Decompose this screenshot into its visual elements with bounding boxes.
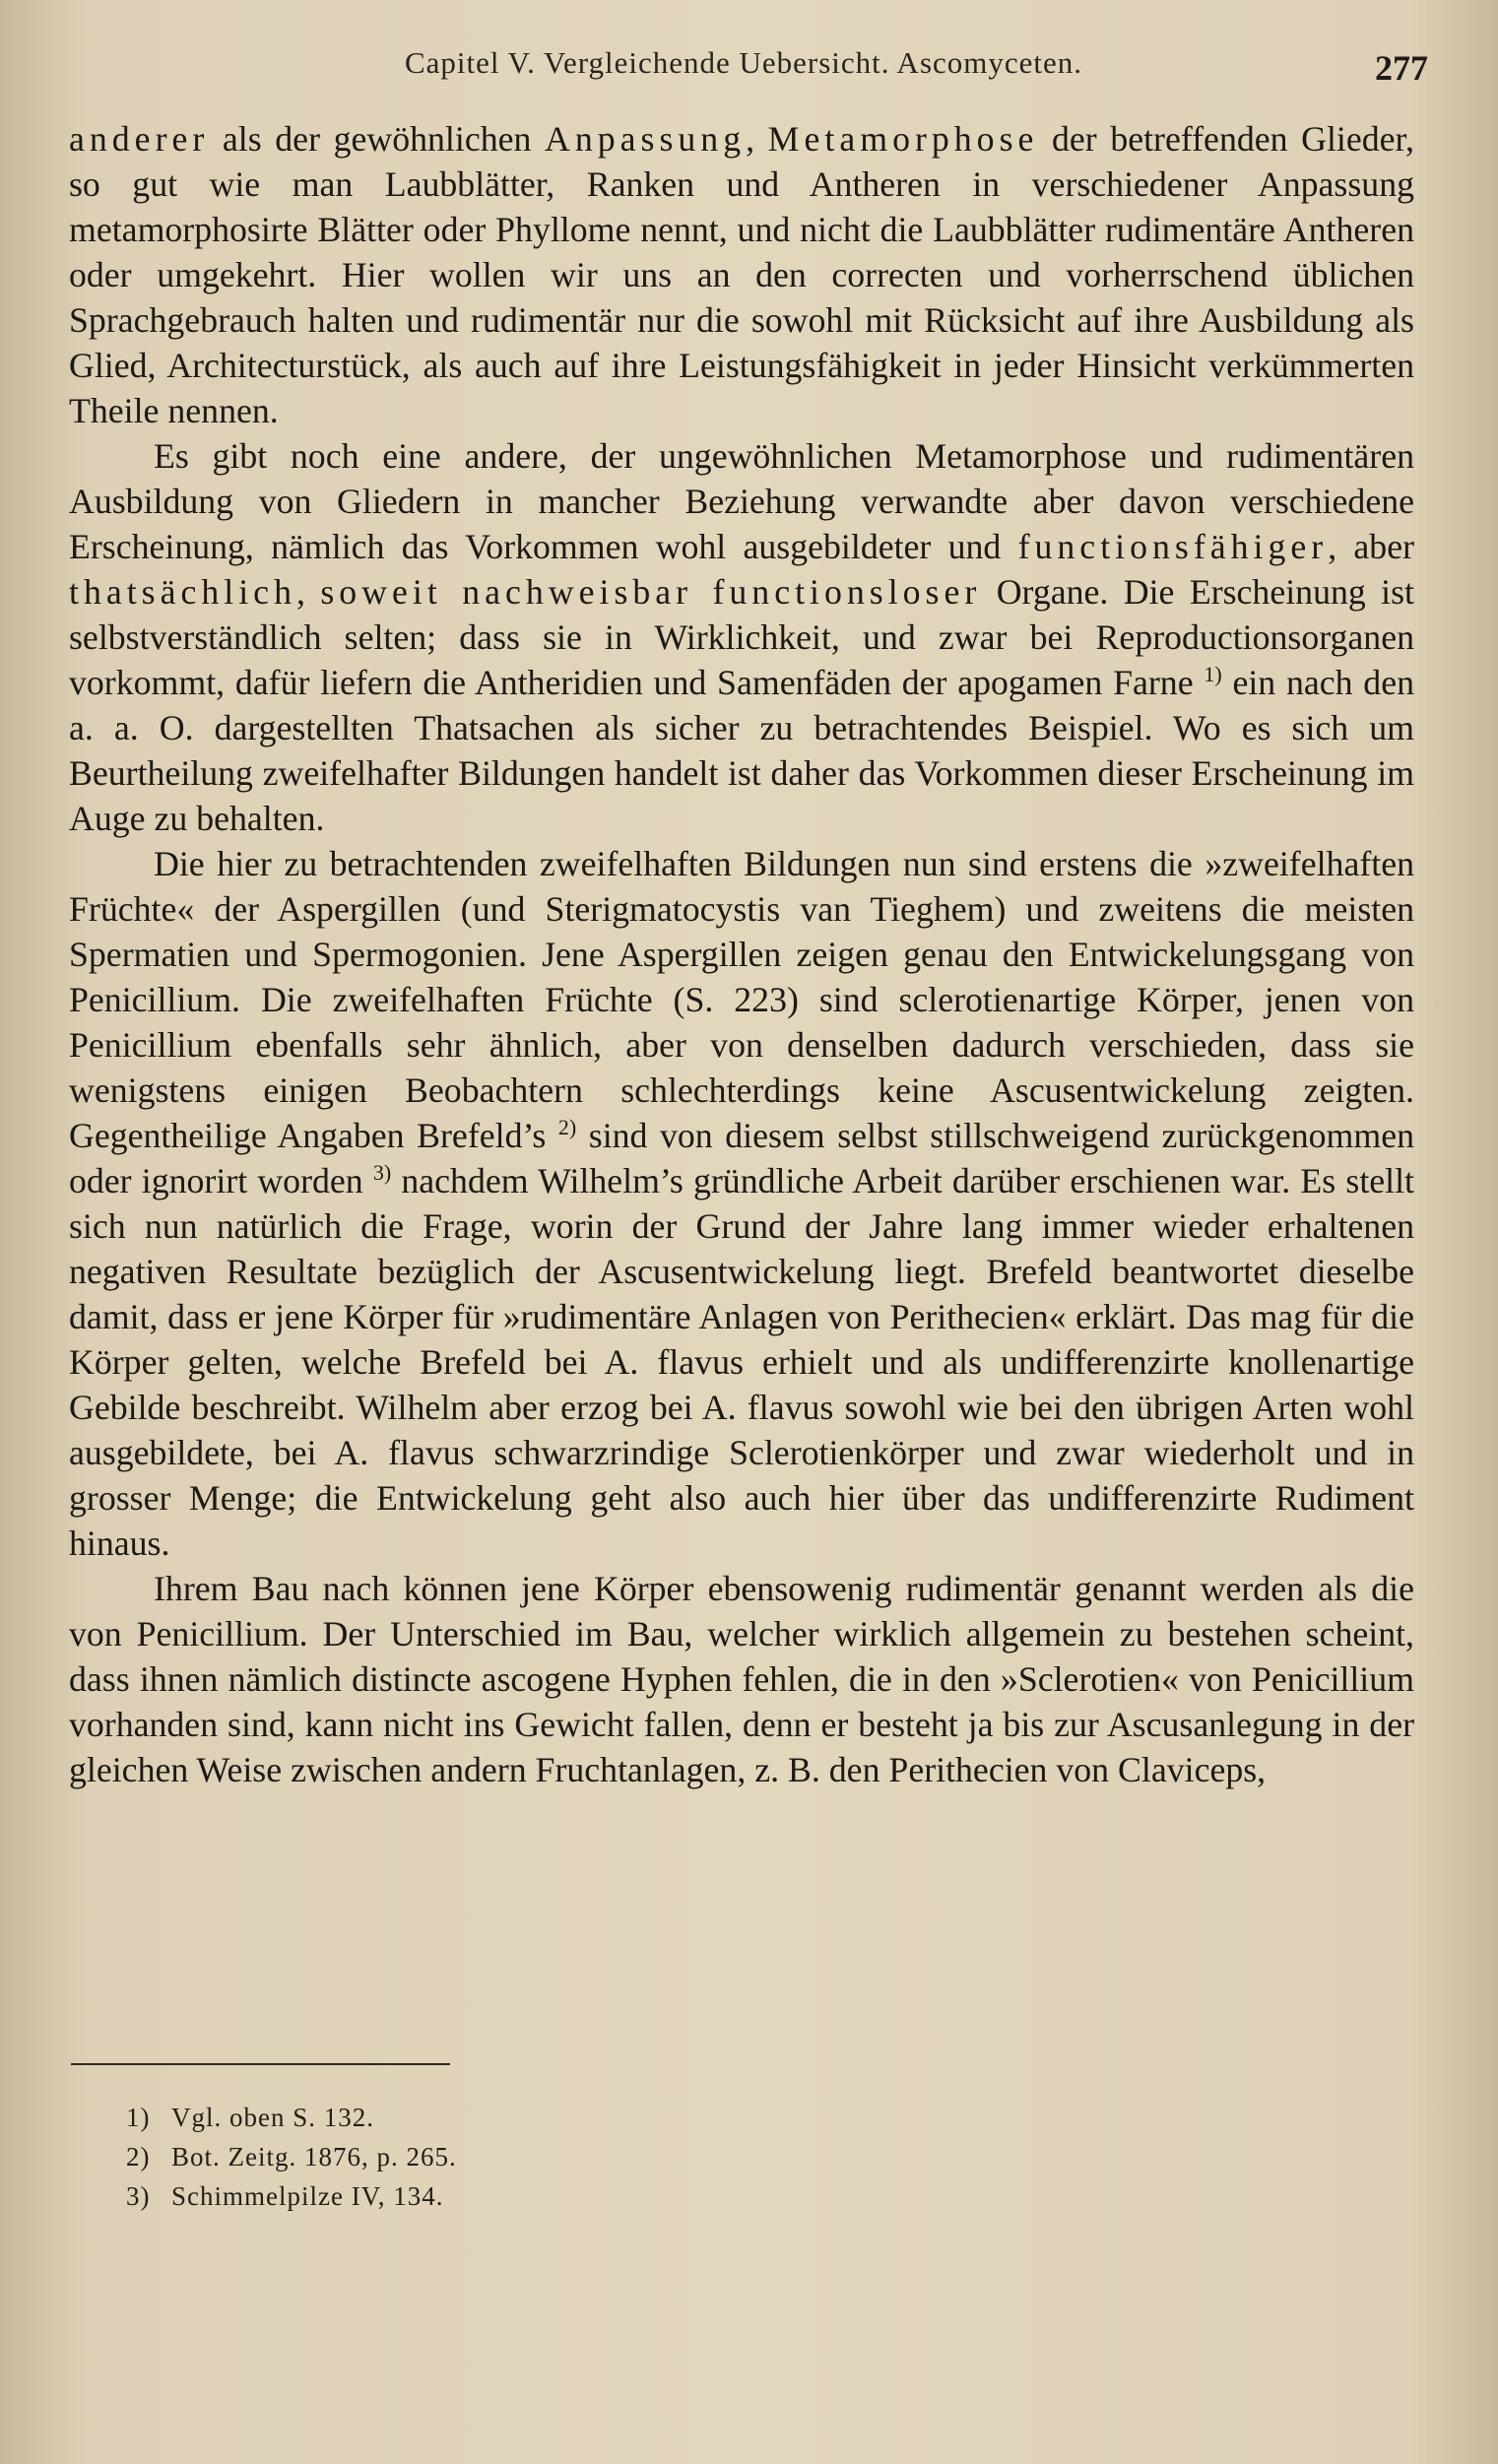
emphasized-text: Metamorphose xyxy=(767,119,1039,159)
footnote-number: 1) xyxy=(126,2103,151,2132)
text-run: ein nach den a. a. O. dargestellten Thatsachen als sicher zu betrachtendes Beispiel. Wo es sich um Beurtheilung zweifelhafter Bildungen handelt ist daher das Vorkommen dieser Erscheinung im Auge zu behalten. xyxy=(69,663,1414,838)
footnote xyxy=(126,2137,457,2176)
text-run: Es gibt noch eine andere, der ungewöhnlichen Metamorphose und rudimentären Ausbildung von Gliedern in mancher Beziehung verwandte aber davon verschiedene Erscheinung, nämlich das Vorkommen wohl ausgebildeter und xyxy=(69,436,1414,566)
body-text xyxy=(69,116,1414,1792)
text-run: , xyxy=(746,119,768,159)
emphasized-text: anderer xyxy=(69,119,210,159)
page-number: 277 xyxy=(1375,48,1428,88)
footnote-text: Schimmelpilze IV, 134. xyxy=(171,2181,444,2211)
text-run: nachdem Wilhelm’s gründliche Arbeit darüber erschienen war. Es stellt sich nun natürlich die Frage, worin der Grund der Jahre lang immer wieder erhaltenen negativen Resultate bezüglich der Ascusentwickelung liegt. Brefeld beantwortet dieselbe damit, dass er jene Körper für »rudimentäre Anlagen von Perithecien« erklärt. Das mag für die Körper gelten, welche Brefeld bei A. flavus erhielt und als undifferenzirte knollenartige Gebilde beschreibt. Wilhelm aber erzog bei A. flavus sowohl wie bei den übrigen Arten wohl ausgebildete, bei A. flavus schwarzrindige Sclerotienkörper und zwar wiederholt und in grosser Menge; die Entwickelung geht also auch hier über das undifferenzirte Rudiment hinaus. xyxy=(69,1161,1414,1563)
emphasized-text: functionsfähiger xyxy=(1017,527,1329,566)
footnote-rule xyxy=(71,2063,450,2065)
text-run: Die hier zu betrachtenden zweifelhaften Bildungen nun sind erstens die »zweifelhaften Früchte« der Aspergillen (und Sterigmatocystis van Tieghem) und zweitens die meisten Spermatien und Spermogonien. Jene Aspergillen zeigen genau den Entwickelungsgang von Penicillium. Die zweifelhaften Früchte (S. 223) sind sclerotienartige Körper, jenen von Penicillium ebenfalls sehr ähnlich, aber von denselben dadurch verschieden, dass sie wenigstens einigen Beobachtern schlechterdings keine Ascusentwickelung zeigten. Gegentheilige Angaben Brefeld’s xyxy=(69,844,1414,1155)
footnote-reference: 3) xyxy=(372,1160,392,1186)
footnotes xyxy=(126,2098,457,2216)
running-head: Capitel V. Vergleichende Uebersicht. Ascomyceten. xyxy=(404,45,1083,80)
emphasized-text: Anpassung xyxy=(545,119,747,159)
footnote-number: 2) xyxy=(126,2142,151,2172)
text-run: Ihrem Bau nach können jene Körper ebensowenig rudimentär genannt werden als die von Penicillium. Der Unterschied im Bau, welcher wirklich allgemein zu bestehen scheint, dass ihnen nämlich distincte ascogene Hyphen fehlen, die in den »Sclerotien« von Penicillium vorhanden sind, kann nicht ins Gewicht fallen, denn er besteht ja bis zur Ascusanlegung in der gleichen Weise zwischen andern Fruchtanlagen, z. B. den Perithecien von Claviceps, xyxy=(69,1569,1414,1789)
paragraph xyxy=(69,841,1414,1566)
footnote-reference: 1) xyxy=(1204,662,1222,687)
text-run: sind von diesem selbst stillschweigend zurückgenommen oder ignorirt worden xyxy=(69,1116,1414,1200)
text-run: der betreffenden Glieder, so gut wie man Laubblätter, Ranken und Antheren in verschiedener Anpassung metamorphosirte Blätter oder Phyllome nennt, und nicht die Laubblätter rudimentäre Antheren oder umgekehrt. Hier wollen wir uns an den correcten und vorherrschend üblichen Sprachgebrauch halten und rudimentär nur die sowohl mit Rücksicht auf ihre Ausbildung als Glied, Architecturstück, als auch auf ihre Leistungsfähigkeit in jeder Hinsicht verkümmerten Theile nennen. xyxy=(69,119,1414,430)
text-run: Organe. Die Erscheinung ist selbstverständlich selten; dass sie in Wirklichkeit, und zwar bei Reproductionsorganen vorkommt, dafür liefern die Antheridien und Samenfäden der apogamen Farne xyxy=(69,572,1414,702)
footnote xyxy=(126,2098,457,2137)
footnote-text: Vgl. oben S. 132. xyxy=(171,2103,374,2132)
text-run: , aber xyxy=(1328,527,1415,566)
footnote-number: 3) xyxy=(126,2181,151,2211)
paragraph xyxy=(69,116,1414,433)
footnote-reference: 2) xyxy=(557,1115,577,1140)
paragraph xyxy=(69,1566,1414,1792)
text-run: , xyxy=(295,572,321,612)
footnote-text: Bot. Zeitg. 1876, p. 265. xyxy=(171,2142,457,2172)
footnote xyxy=(126,2176,457,2216)
emphasized-text: soweit nachweisbar functionsloser xyxy=(320,572,982,612)
text-run: als der gewöhnlichen xyxy=(209,119,546,159)
paragraph xyxy=(69,433,1414,841)
emphasized-text: thatsächlich xyxy=(69,572,296,612)
page-header xyxy=(59,39,1428,98)
